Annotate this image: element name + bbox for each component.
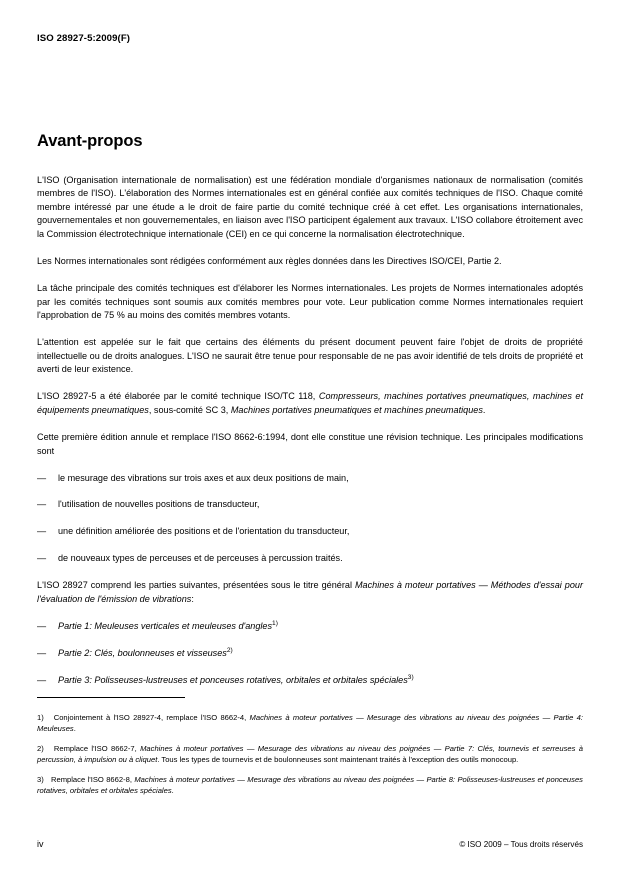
footnote-standard-title: Machines à moteur portatives — Mesurage des vibrations au niveau des poignées — Partie 4: Meuleuses [37,713,583,734]
list-item-label: une définition améliorée des positions et de l'orientation du transducteur, [58,526,350,537]
footnote [37,712,583,735]
footnote-text-end: . [73,724,76,734]
paragraph-voting: La tâche principale des comités techniques est d'élaborer les Normes internationales. Les projets de Normes internationales adoptés par les comités techniques sont soumis aux comités membres pour vote. Leur publication comme Normes internationales requiert l'approbation de 75 % au moins des comités membres votants. [37,283,583,321]
changes-list [37,472,583,566]
part-title: Partie 2: Clés, boulonneuses et visseuses [58,647,227,658]
footnote-reference[interactable]: 2) [226,646,233,654]
em-dash-bullet: — [37,553,47,564]
parts-list [37,620,583,687]
committee-text-mid: , sous-comité SC 3, [148,404,231,415]
footnote-area [37,697,583,796]
footnote-reference[interactable]: 1) [272,619,278,627]
em-dash-bullet: — [37,499,47,510]
paragraph-edition-replaces: Cette première édition annule et remplace l'ISO 8662-6:1994, dont elle constitue une révision technique. Les principales modifications sont [37,431,583,456]
footnote-reference[interactable]: 3) [407,673,414,681]
page-title: Avant-propos [37,132,143,150]
list-item [37,674,583,688]
list-item-label: de nouveaux types de perceuses et de perceuses à percussion traités. [58,553,343,564]
page-number: iv [37,839,44,849]
list-item [37,498,583,512]
footnote-text-end: . [171,785,174,795]
em-dash-bullet: — [37,647,47,658]
footnote-text-end: . Tous les types de tournevis et de boulonneuses sont maintenant traités à l'exception des outils monocoup. [157,755,519,765]
footnote [37,743,583,766]
committee-text-end: . [482,404,486,415]
em-dash-bullet: — [37,526,47,537]
parts-intro-lead: L'ISO 28927 comprend les parties suivantes, présentées sous le titre général [37,580,355,591]
footnote-standard-title: Machines à moteur portatives — Mesurage des vibrations au niveau des poignées — Partie 7: Clés, tournevis et serreuses à percussion, à impulsion ou à cliquet [37,743,583,765]
paragraph-iso-description: L'ISO (Organisation internationale de normalisation) est une fédération mondiale d'organismes nationaux de normalisation (comités membres de l'ISO). L'élaboration des Normes internationales est en général confiée aux comités techniques de l'ISO. Chaque comité membre intéressé par une étude a le droit de faire partie du comité technique créé à cet effet. Les organisations internationales, gouvernementales et non gouvernementales, en liaison avec l'ISO participent également aux travaux. L'ISO collabore étroitement avec la Commission électrotechnique internationale (CEI) en ce qui concerne la normalisation électrotechnique. [37,174,583,239]
part-title: Partie 1: Meuleuses verticales et meuleuses d'angles [58,620,273,631]
list-item [37,525,583,539]
footnote-standard-title: Machines à moteur portatives — Mesurage des vibrations au niveau des poignées — Partie 8: Polisseuses-lustreuses et ponceuses rotatives, orbitales et orbitales spéciales [37,774,583,795]
footnote-number: 1) [37,713,44,722]
page-content [37,132,583,701]
footnote-text-lead: Remplace l'ISO 8662-7, [53,743,141,753]
footnote-separator-rule [37,697,185,698]
series-general-title: Machines à moteur portatives — Méthodes d'essai pour l'évaluation de l'émission de vibrations [37,580,584,604]
paragraph-parts-intro [37,579,583,606]
list-item [37,552,583,566]
list-item [37,647,583,661]
footnote-text-lead: Remplace l'ISO 8662-8, [50,774,135,784]
footnote-number: 3) [37,774,44,784]
running-header: ISO 28927-5:2009(F) [37,33,131,44]
em-dash-bullet: — [37,620,47,631]
footnote-text-lead: Conjointement à l'ISO 28927-4, remplace l'ISO 8662-4, [53,713,250,722]
paragraph-directives: Les Normes internationales sont rédigées conformément aux règles données dans les Directives ISO/CEI, Partie 2. [37,256,502,267]
list-item [37,472,583,486]
paragraph-patent-rights: L'attention est appelée sur le fait que certains des éléments du présent document peuvent faire l'objet de droits de propriété intellectuelle ou de droits analogues. L'ISO ne saurait être tenue pour responsable de ne pas avoir identifié de tels droits de propriété et averti de leur existence. [37,337,583,375]
em-dash-bullet: — [37,674,47,685]
copyright-notice: © ISO 2009 – Tous droits réservés [459,840,583,849]
committee-name-tc118: Compresseurs, machines portatives pneumatiques, machines et équipements pneumatiques [37,391,583,415]
em-dash-bullet: — [37,472,47,483]
subcommittee-name-sc3: Machines portatives pneumatiques et machines pneumatiques [230,404,483,415]
list-item [37,620,583,634]
committee-text-lead: L'ISO 28927-5 a été élaborée par le comité technique ISO/TC 118, [37,391,319,402]
paragraph-committee [37,390,583,417]
list-item-label: l'utilisation de nouvelles positions de transducteur, [58,499,260,510]
page-footer [37,839,583,849]
parts-intro-end: : [191,593,194,604]
footnote-number: 2) [37,743,44,753]
part-title: Partie 3: Polisseuses-lustreuses et ponceuses rotatives, orbitales et orbitales spéciales [58,674,408,685]
list-item-label: le mesurage des vibrations sur trois axes et aux deux positions de main, [58,472,349,483]
footnote [37,774,583,797]
